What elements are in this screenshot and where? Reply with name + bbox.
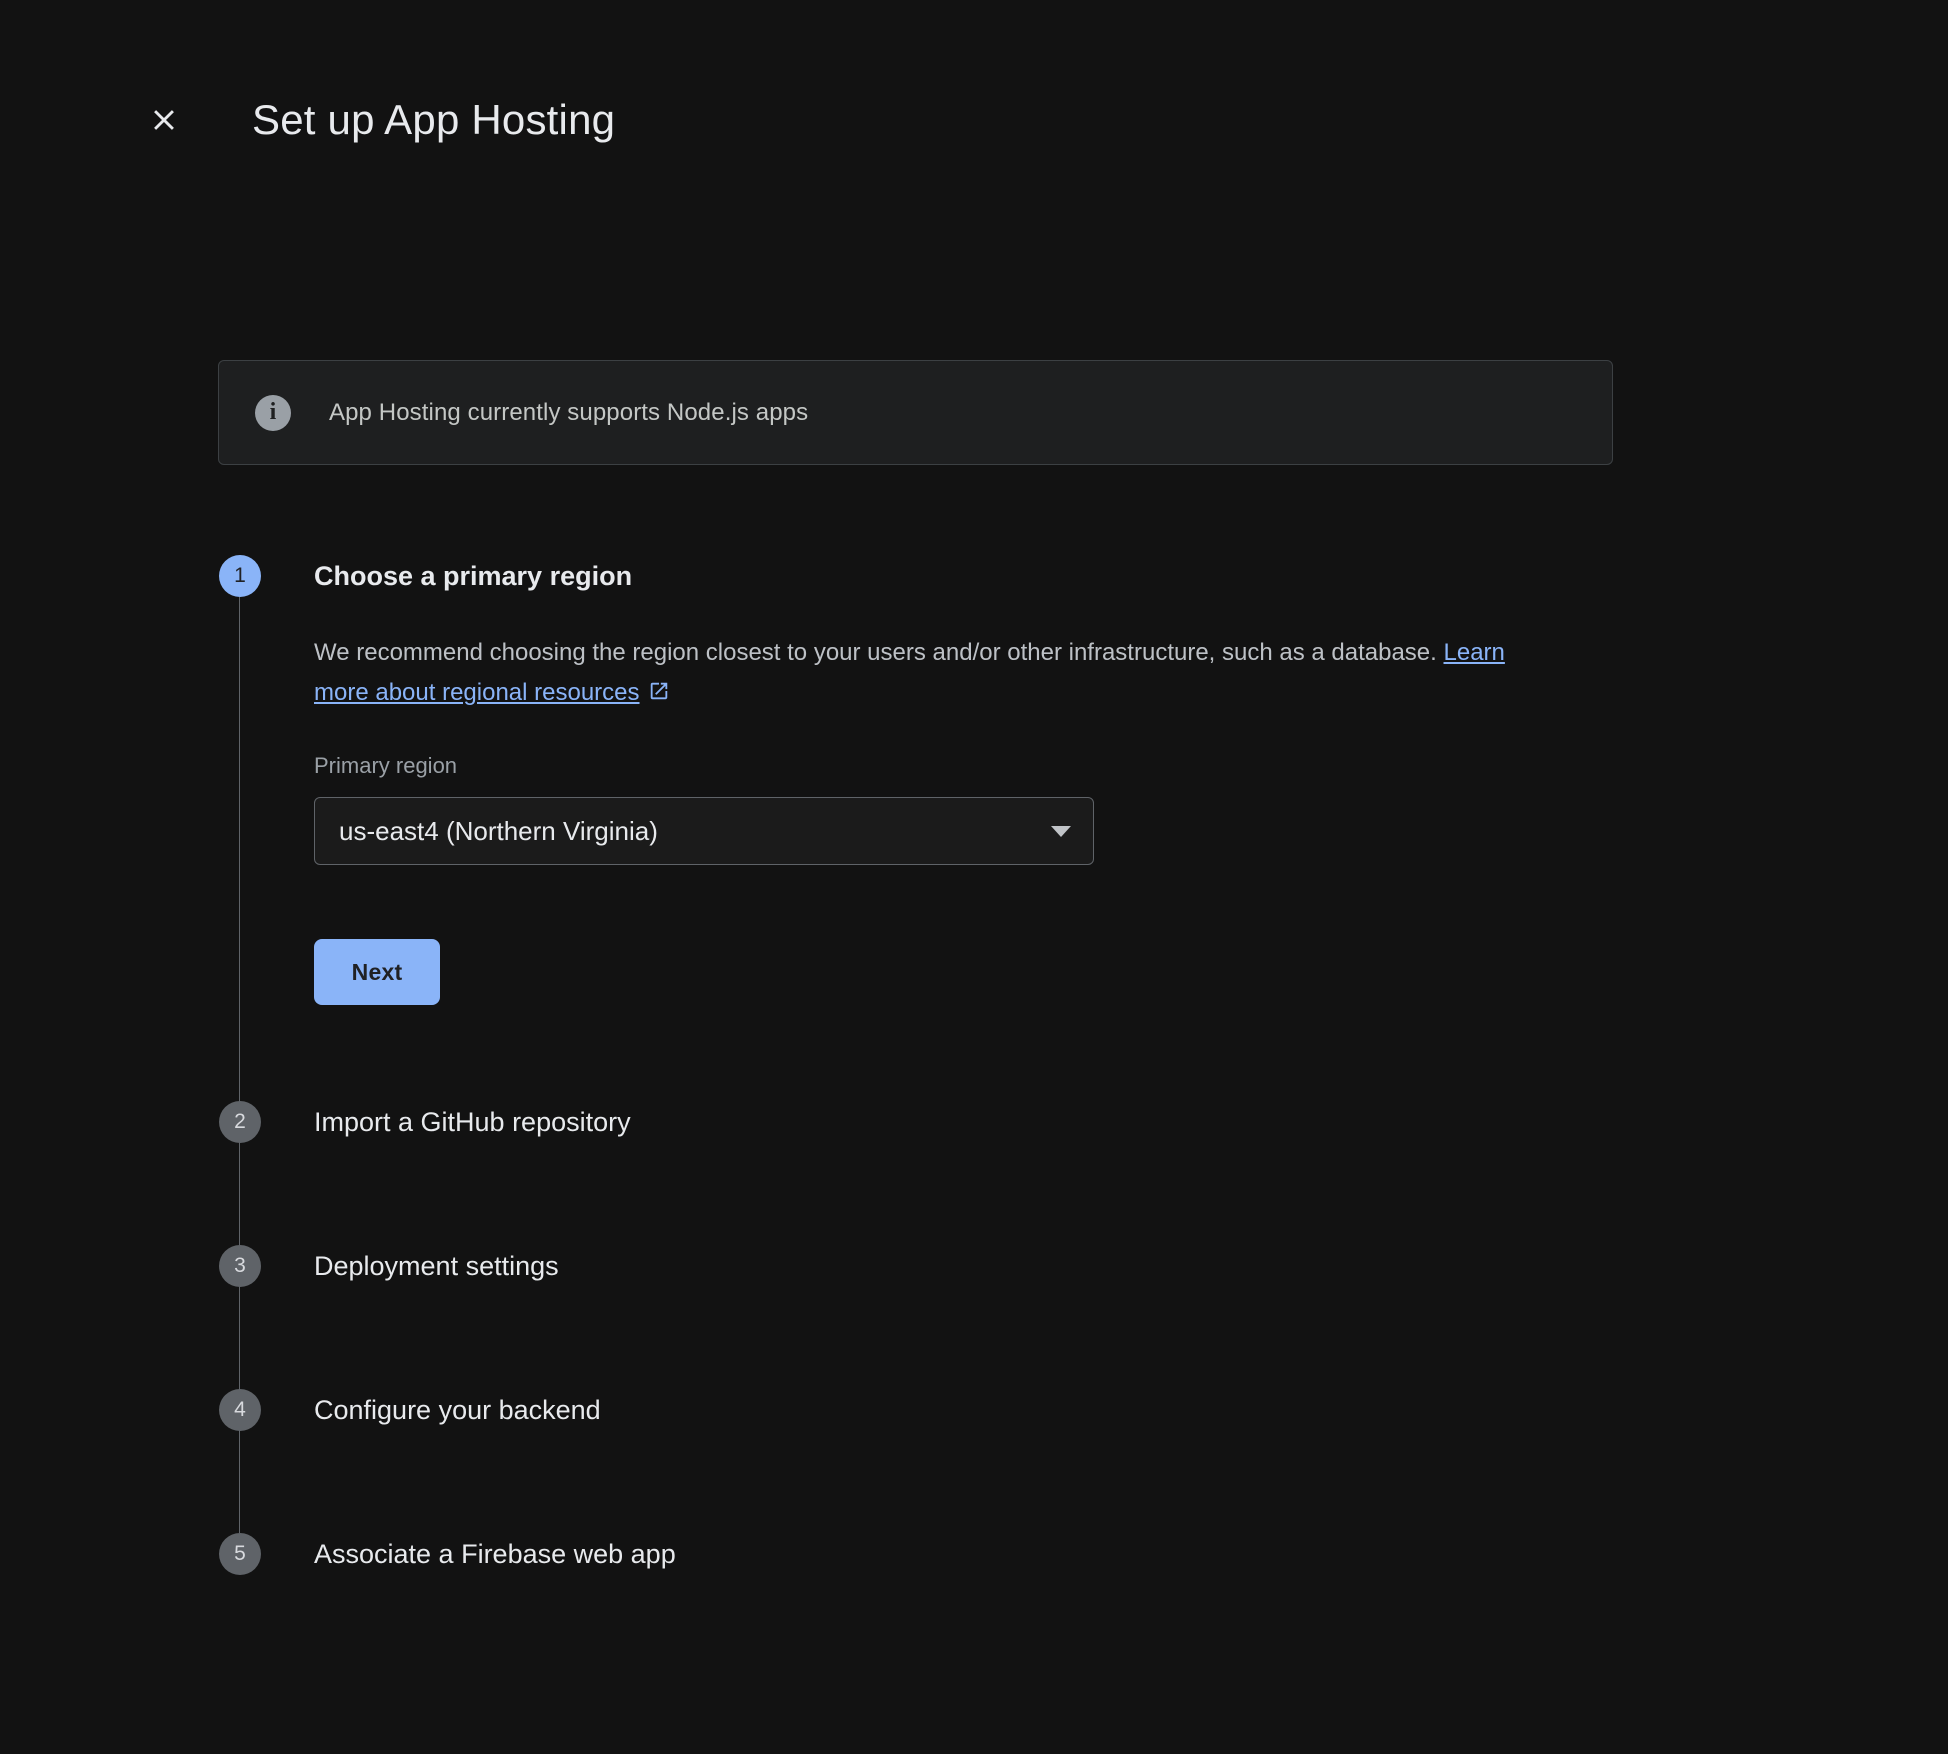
step-3-number: 3 <box>219 1245 261 1287</box>
step-1-body <box>262 555 1618 1101</box>
step-5-number: 5 <box>219 1533 261 1575</box>
primary-region-label: Primary region <box>314 753 458 778</box>
primary-region-value: us-east4 (Northern Virginia) <box>339 815 658 846</box>
step-3-body <box>262 1245 1618 1389</box>
step-1[interactable] <box>218 555 1618 1101</box>
step-3[interactable] <box>218 1245 1618 1389</box>
step-2-marker <box>218 1101 262 1143</box>
chevron-down-icon <box>1051 826 1071 837</box>
step-4[interactable] <box>218 1389 1618 1533</box>
step-1-marker <box>218 555 262 597</box>
spacer <box>314 1287 1618 1389</box>
step-2[interactable] <box>218 1101 1618 1245</box>
step-1-description-text: We recommend choosing the region closest to your users and/or other infrastructure, such as a database. <box>314 639 1444 666</box>
external-link-icon[interactable] <box>648 675 670 715</box>
spacer <box>314 1005 1618 1101</box>
step-2-number: 2 <box>219 1101 261 1143</box>
step-5[interactable] <box>218 1533 1618 1575</box>
step-5-marker <box>218 1533 262 1575</box>
step-5-body <box>262 1533 1618 1575</box>
step-2-body <box>262 1101 1618 1245</box>
step-4-number: 4 <box>219 1389 261 1431</box>
setup-content <box>218 360 1618 1575</box>
info-banner <box>218 360 1613 465</box>
step-1-title: Choose a primary region <box>314 561 633 591</box>
step-2-title: Import a GitHub repository <box>314 1107 631 1137</box>
page-header <box>0 0 1948 143</box>
step-1-description <box>314 633 1524 715</box>
step-3-marker <box>218 1245 262 1287</box>
setup-stepper <box>218 555 1618 1575</box>
step-connector <box>239 1431 240 1533</box>
close-button[interactable] <box>136 92 192 148</box>
step-1-number: 1 <box>219 555 261 597</box>
step-4-title: Configure your backend <box>314 1395 601 1425</box>
step-connector <box>239 1287 240 1389</box>
close-icon <box>147 103 181 137</box>
primary-region-select[interactable] <box>314 797 1094 865</box>
spacer <box>314 1143 1618 1245</box>
step-3-title: Deployment settings <box>314 1251 559 1281</box>
step-connector <box>239 1143 240 1245</box>
info-icon: i <box>255 395 291 431</box>
page-title: Set up App Hosting <box>252 96 616 143</box>
step-4-marker <box>218 1389 262 1431</box>
next-button[interactable]: Next <box>314 939 440 1005</box>
step-5-title: Associate a Firebase web app <box>314 1539 676 1569</box>
info-banner-text: App Hosting currently supports Node.js apps <box>329 398 809 426</box>
step-4-body <box>262 1389 1618 1533</box>
spacer <box>314 1431 1618 1533</box>
regional-resources-link[interactable]: Learn more about regional resources <box>314 639 1505 706</box>
